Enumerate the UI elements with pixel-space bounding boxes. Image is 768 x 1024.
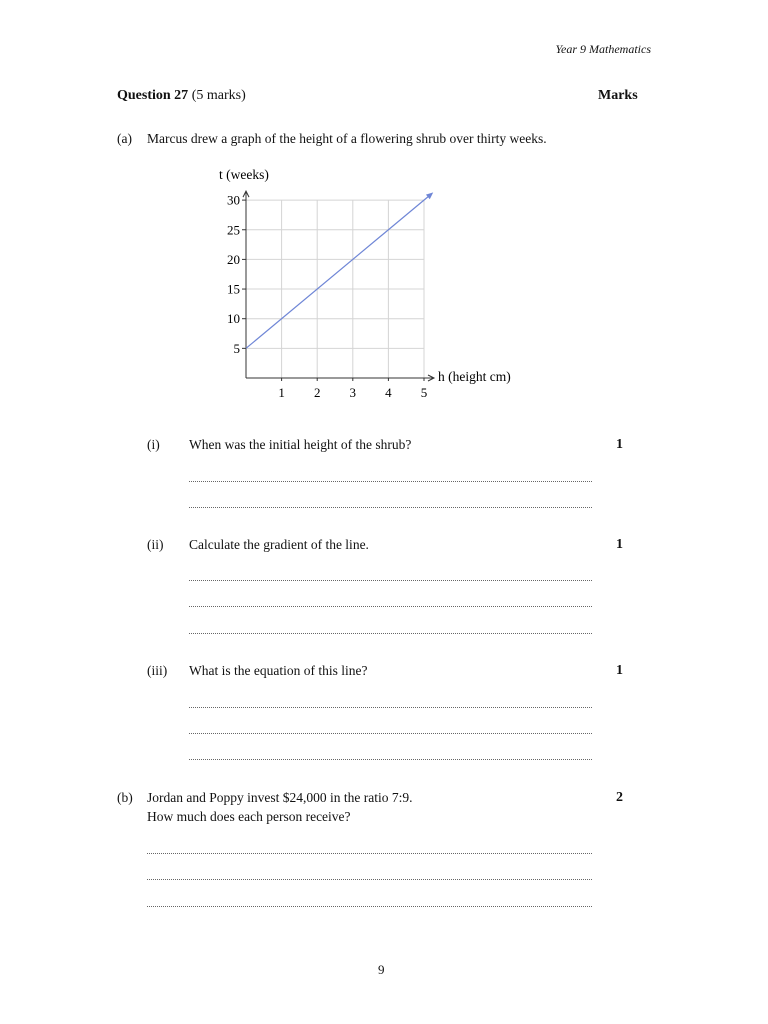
answer-line[interactable]: [147, 906, 592, 907]
answer-line[interactable]: [189, 733, 592, 734]
part-b-marks: 2: [616, 790, 623, 805]
part-a-label: (a): [117, 131, 132, 146]
question-marks: (5 marks): [191, 88, 246, 103]
x-axis-label: h (height cm): [438, 369, 511, 384]
x-tick-label: 4: [385, 385, 392, 400]
subpart-iii-text: What is the equation of this line?: [189, 663, 368, 678]
x-tick-label: 5: [420, 385, 428, 400]
y-tick-label: 10: [227, 311, 240, 327]
answer-line[interactable]: [189, 507, 592, 508]
y-tick-label: 20: [227, 251, 240, 267]
part-a-text: Marcus drew a graph of the height of a flowering shrub over thirty weeks.: [147, 131, 547, 146]
subpart-i-label: (i): [147, 437, 160, 452]
question-number: Question 27: [117, 88, 189, 103]
graph: [200, 160, 530, 410]
y-tick-label: 5: [233, 340, 240, 356]
answer-line[interactable]: [189, 481, 592, 482]
answer-line[interactable]: [189, 580, 592, 581]
chart-axes: [243, 191, 434, 381]
subpart-ii-text: Calculate the gradient of the line.: [189, 537, 369, 552]
chart-series: [246, 192, 433, 348]
subpart-iii-marks: 1: [616, 663, 623, 678]
answer-line[interactable]: [147, 879, 592, 880]
y-tick-label: 25: [227, 222, 240, 238]
running-header: Year 9 Mathematics: [555, 42, 651, 56]
x-tick-label: 1: [278, 385, 285, 400]
part-b-line1: Jordan and Poppy invest $24,000 in the ratio 7:9.: [147, 790, 413, 805]
subpart-i-marks: 1: [616, 437, 623, 452]
y-axis-label: t (weeks): [219, 167, 269, 182]
y-tick-label: 30: [227, 192, 240, 208]
answer-line[interactable]: [189, 707, 592, 708]
y-tick-label: 15: [227, 281, 240, 297]
answer-line[interactable]: [189, 759, 592, 760]
part-b-line2: How much does each person receive?: [147, 809, 351, 824]
answer-line[interactable]: [189, 633, 592, 634]
marks-heading: Marks: [598, 88, 638, 103]
x-tick-label: 3: [349, 385, 357, 400]
page-number: 9: [378, 962, 385, 977]
data-line: [246, 196, 429, 349]
chart-ticks: [227, 193, 427, 400]
x-tick-label: 2: [313, 385, 321, 400]
answer-line[interactable]: [147, 853, 592, 854]
subpart-ii-label: (ii): [147, 537, 164, 552]
part-b-label: (b): [117, 790, 133, 805]
answer-line[interactable]: [189, 606, 592, 607]
subpart-iii-label: (iii): [147, 663, 168, 678]
chart-grid: [246, 200, 424, 378]
subpart-i-text: When was the initial height of the shrub?: [189, 437, 412, 452]
question-title: [117, 88, 246, 104]
subpart-ii-marks: 1: [616, 537, 623, 552]
